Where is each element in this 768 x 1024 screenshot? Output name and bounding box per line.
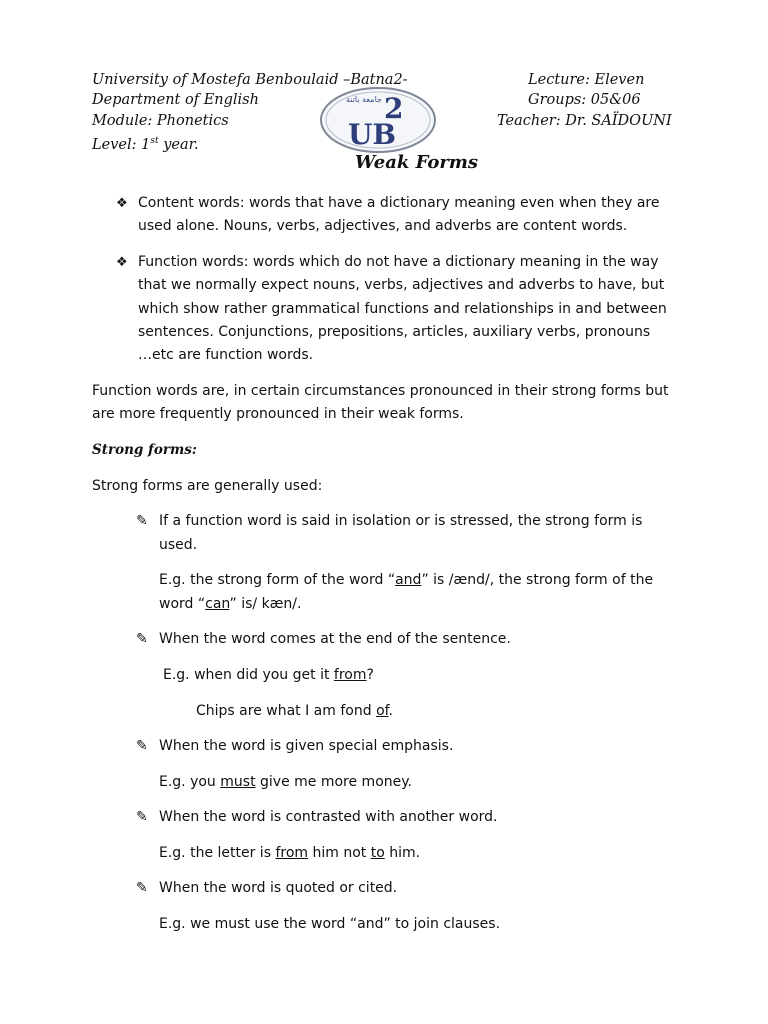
example-from-to: E.g. the letter is from him not to him. [159, 845, 421, 861]
bullet-function-words-line3: which show rather grammatical functions and relationships in and between [138, 301, 667, 317]
pencil-arrow-icon: ✎ [136, 738, 148, 754]
item-isolation-line1: If a function word is said in isolation or is stressed, the strong form is [159, 513, 643, 529]
pencil-arrow-icon: ✎ [136, 513, 148, 529]
page-title: Weak Forms [355, 152, 479, 173]
pencil-arrow-icon: ✎ [136, 809, 148, 825]
item-quoted: When the word is quoted or cited. [159, 880, 398, 896]
bullet-function-words-line1: Function words: words which do not have a dictionary meaning in the way [138, 254, 659, 270]
pencil-arrow-icon: ✎ [136, 631, 148, 647]
bullet-function-words-line4: sentences. Conjunctions, prepositions, articles, auxiliary verbs, pronouns [138, 324, 651, 340]
diamond-bullet-icon: ❖ [116, 196, 128, 211]
item-isolation-line2: used. [159, 537, 198, 553]
lecture-label: Lecture: Eleven [528, 72, 645, 88]
university-logo [318, 82, 438, 154]
bullet-function-words-line2: that we normally expect nouns, verbs, adjectives and adverbs to have, but [138, 277, 665, 293]
svg-text:جامعة باتنة: جامعة باتنة [346, 95, 382, 104]
university-name: University of Mostefa Benboulaid –Batna2- [92, 72, 408, 88]
department-name: Department of English [92, 92, 259, 108]
diamond-bullet-icon: ❖ [116, 255, 128, 270]
bullet-content-words-line2: used alone. Nouns, verbs, adjectives, and adverbs are content words. [138, 218, 628, 234]
intro-line2: are more frequently pronounced in their weak forms. [92, 406, 464, 422]
example-can: word “can” is/ kæn/. [159, 596, 302, 612]
example-must: E.g. you must give me more money. [159, 774, 412, 790]
module-name: Module: Phonetics [92, 113, 229, 129]
example-from: E.g. when did you get it from? [163, 667, 374, 683]
groups-label: Groups: 05&06 [528, 92, 641, 108]
strong-forms-lead: Strong forms are generally used: [92, 478, 323, 494]
pencil-arrow-icon: ✎ [136, 880, 148, 896]
level-label: Level: 1st year. [92, 136, 199, 153]
svg-text:UB: UB [348, 118, 397, 151]
item-contrasted: When the word is contrasted with another word. [159, 809, 498, 825]
item-end-of-sentence: When the word comes at the end of the sentence. [159, 631, 511, 647]
example-and: E.g. the strong form of the word “and” is /ænd/, the strong form of the [159, 572, 654, 588]
strong-forms-heading: Strong forms: [92, 442, 197, 458]
intro-line1: Function words are, in certain circumstances pronounced in their strong forms but [92, 383, 669, 399]
example-of: Chips are what I am fond of. [196, 703, 393, 719]
bullet-content-words-line1: Content words: words that have a dictionary meaning even when they are [138, 195, 660, 211]
teacher-label: Teacher: Dr. SAÏDOUNI [497, 113, 672, 129]
item-special-emphasis: When the word is given special emphasis. [159, 738, 454, 754]
bullet-function-words-line5: …etc are function words. [138, 347, 314, 363]
example-quoted-and: E.g. we must use the word “and” to join clauses. [159, 916, 501, 932]
svg-text:2: 2 [384, 92, 404, 125]
